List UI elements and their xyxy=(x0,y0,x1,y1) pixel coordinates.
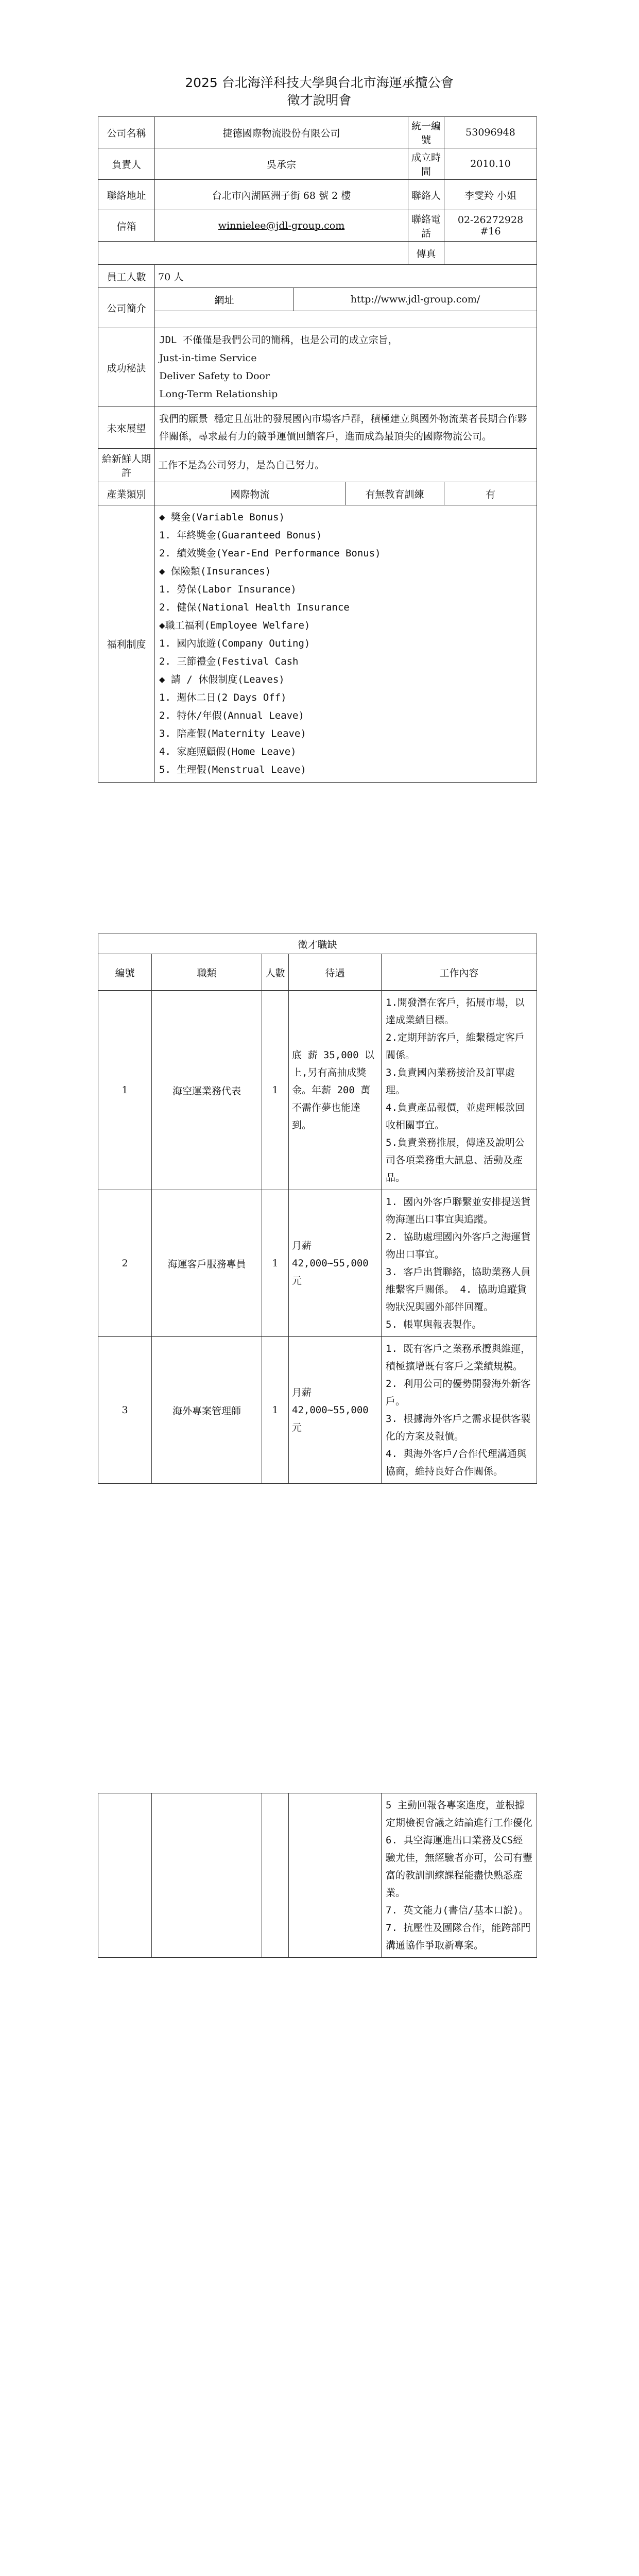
secret-label: 成功秘訣 xyxy=(98,328,155,407)
founded-date: 2010.10 xyxy=(444,148,537,180)
job-no: 2 xyxy=(98,1190,152,1337)
table-row xyxy=(98,1793,537,1958)
col-header-title: 職類 xyxy=(152,954,262,991)
company-address: 台北市內湖區洲子街 68 號 2 樓 xyxy=(155,180,408,210)
page-title: 2025 台北海洋科技大學與台北市海運承攬公會 xyxy=(185,75,454,90)
duty-item: 1. 既有客戶之業務承攬與維運，積極擴增既有客戶之業績規模。 xyxy=(386,1343,531,1372)
benefits-list xyxy=(155,505,537,783)
contact-person: 李雯羚 小姐 xyxy=(444,180,537,210)
profile-label: 公司簡介 xyxy=(98,288,155,328)
address-label: 聯絡地址 xyxy=(98,180,155,210)
benefit-item: 2. 績效獎金(Year-End Performance Bonus) xyxy=(159,548,381,559)
vision-label: 未來展望 xyxy=(98,407,155,449)
duty-item: 5 主動回報各專案進度，並根據定期檢視會議之結論進行工作優化 xyxy=(386,1800,533,1828)
duty-item: 6. 具空海運進出口業務及CS經驗尤佳，無經驗者亦可，公司有豐富的教訓訓練課程能盡快熟悉產業。 xyxy=(386,1835,533,1899)
job-count: 1 xyxy=(262,1190,289,1337)
empty-cell xyxy=(262,1793,289,1958)
job-openings-table xyxy=(98,934,537,1484)
company-info-table xyxy=(98,116,537,783)
duty-item: 5.負責業務推展，傳達及說明公司各項業務重大訊息、活動及產品。 xyxy=(386,1137,525,1183)
job-pay: 月薪 42,000~55,000元 xyxy=(289,1190,382,1337)
benefit-item: 1. 國內旅遊(Company Outing) xyxy=(159,638,310,649)
benefit-item: 1. 年終獎金(Guaranteed Bonus) xyxy=(159,530,322,541)
table-row xyxy=(98,1337,537,1484)
message-text: 工作不是為公司努力，是為自己努力。 xyxy=(155,449,537,482)
empty-cell xyxy=(289,1793,382,1958)
benefit-item: 2. 健保(National Health Insurance xyxy=(159,602,350,613)
col-header-pay: 待遇 xyxy=(289,954,382,991)
duty-item: 1.開發潛在客戶，拓展市場，以達成業績目標。 xyxy=(386,997,525,1026)
job-duty xyxy=(382,1190,537,1337)
table-row xyxy=(98,991,537,1190)
duty-item: 3.負責國內業務接洽及訂單處理。 xyxy=(386,1067,515,1096)
employee-count: 70 人 xyxy=(155,265,537,288)
job-no: 1 xyxy=(98,991,152,1190)
job-duty xyxy=(382,1337,537,1484)
blank-cell xyxy=(98,242,408,265)
fax-number xyxy=(444,242,537,265)
duty-item: 7. 英文能力(書信/基本口說)。 7. 抗壓性及團隊合作，能跨部門溝通協作爭取新專案。 xyxy=(386,1905,531,1951)
job-no: 3 xyxy=(98,1337,152,1484)
fax-label: 傳真 xyxy=(408,242,444,265)
owner-label: 負責人 xyxy=(98,148,155,180)
profile-text xyxy=(155,311,537,328)
job-count: 1 xyxy=(262,1337,289,1484)
job-title: 海外專案管理師 xyxy=(152,1337,262,1484)
company-name-label: 公司名稱 xyxy=(98,117,155,148)
benefit-item: 4. 家庭照顧假(Home Leave) xyxy=(159,746,297,757)
training-label: 有無教育訓練 xyxy=(346,482,444,505)
duty-item: 4.負責產品報價，並處理帳款回收相關事宜。 xyxy=(386,1102,525,1131)
secret-line: Deliver Safety to Door xyxy=(159,370,270,382)
benefit-item: 1. 週休二日(2 Days Off) xyxy=(159,692,287,703)
benefit-item: 5. 生理假(Menstrual Leave) xyxy=(159,764,306,775)
secret-line: Long-Term Relationship xyxy=(159,388,278,400)
benefit-item: 3. 陪產假(Maternity Leave) xyxy=(159,728,306,739)
tax-id: 53096948 xyxy=(444,117,537,148)
industry-value: 國際物流 xyxy=(155,482,346,505)
benefit-item: 2. 三節禮金(Festival Cash xyxy=(159,656,299,667)
benefit-item: ◆ 請 / 休假制度(Leaves) xyxy=(159,674,285,685)
secret-list xyxy=(155,328,537,407)
employees-label: 員工人數 xyxy=(98,265,155,288)
empty-cell xyxy=(98,1793,152,1958)
col-header-count: 人數 xyxy=(262,954,289,991)
duty-item: 1. 國內外客戶聯繫並安排提送貨物海運出口事宜與追蹤。 xyxy=(386,1196,531,1225)
website-label: 網址 xyxy=(155,288,294,311)
secret-line: JDL 不僅僅是我們公司的簡稱，也是公司的成立宗旨， xyxy=(159,334,398,346)
duty-item: 5. 帳單與報表製作。 xyxy=(386,1319,482,1330)
duty-item: 2. 協助處理國內外客戶之海運貨物出口事宜。 xyxy=(386,1231,531,1260)
message-label: 給新鮮人期許 xyxy=(98,449,155,482)
email-label: 信箱 xyxy=(98,210,155,242)
benefit-item: 2. 特休/年假(Annual Leave) xyxy=(159,710,304,721)
duty-item: 3. 根據海外客戶之需求提供客製化的方案及報價。 xyxy=(386,1413,531,1442)
job-pay: 底 薪 35,000 以上,另有高抽成獎金。年薪 200 萬不需作夢也能達到。 xyxy=(289,991,382,1190)
job-duty xyxy=(382,991,537,1190)
phone-label: 聯絡電話 xyxy=(408,210,444,242)
benefit-item: ◆ 保險類(Insurances) xyxy=(159,566,271,577)
duty-item: 3. 客戶出貨聯絡，協助業務人員維繫客戶關係。 4. 協助追蹤貨物狀況與國外部伴回覆。 xyxy=(386,1266,531,1313)
company-name: 捷德國際物流股份有限公司 xyxy=(155,117,408,148)
duty-item: 2.定期拜訪客戶，維繫穩定客戶關係。 xyxy=(386,1032,525,1061)
founded-label: 成立時間 xyxy=(408,148,444,180)
owner-name: 吳承宗 xyxy=(155,148,408,180)
industry-label: 產業類別 xyxy=(98,482,155,505)
empty-cell xyxy=(152,1793,262,1958)
training-value: 有 xyxy=(444,482,537,505)
benefit-item: ◆ 獎金(Variable Bonus) xyxy=(159,512,285,523)
vision-text: 我們的願景 穩定且茁壯的發展國內市場客戶群，積極建立與國外物流業者長期合作夥伴關係，尋求最有力的競爭運價回饋客戶，進而成為最頂尖的國際物流公司。 xyxy=(155,407,537,449)
duty-item: 2. 利用公司的優勢開發海外新客戶。 xyxy=(386,1378,531,1407)
jobs-caption: 徵才職缺 xyxy=(98,934,537,954)
tax-id-label: 統一編號 xyxy=(408,117,444,148)
job-duty-continued xyxy=(382,1793,537,1958)
table-row xyxy=(98,1190,537,1337)
email-link[interactable]: winnielee@jdl-group.com xyxy=(218,220,345,231)
page-subtitle: 徵才說明會 xyxy=(287,93,352,108)
col-header-duty: 工作內容 xyxy=(382,954,537,991)
job-title: 海空運業務代表 xyxy=(152,991,262,1190)
phone-number: 02-26272928 #16 xyxy=(444,210,537,242)
job-pay: 月薪 42,000~55,000元 xyxy=(289,1337,382,1484)
secret-line: Just-in-time Service xyxy=(159,352,257,364)
job-title: 海運客戶服務專員 xyxy=(152,1190,262,1337)
benefit-item: 1. 勞保(Labor Insurance) xyxy=(159,584,297,595)
job-count: 1 xyxy=(262,991,289,1190)
benefit-item: ◆職工福利(Employee Welfare) xyxy=(159,620,310,631)
benefits-label: 福利制度 xyxy=(98,505,155,783)
job-continuation-table xyxy=(98,1793,537,1958)
website-url[interactable]: http://www.jdl-group.com/ xyxy=(294,288,537,311)
contact-label: 聯絡人 xyxy=(408,180,444,210)
col-header-no: 編號 xyxy=(98,954,152,991)
duty-item: 4. 與海外客戶/合作代理溝通與協商，維持良好合作關係。 xyxy=(386,1448,527,1477)
